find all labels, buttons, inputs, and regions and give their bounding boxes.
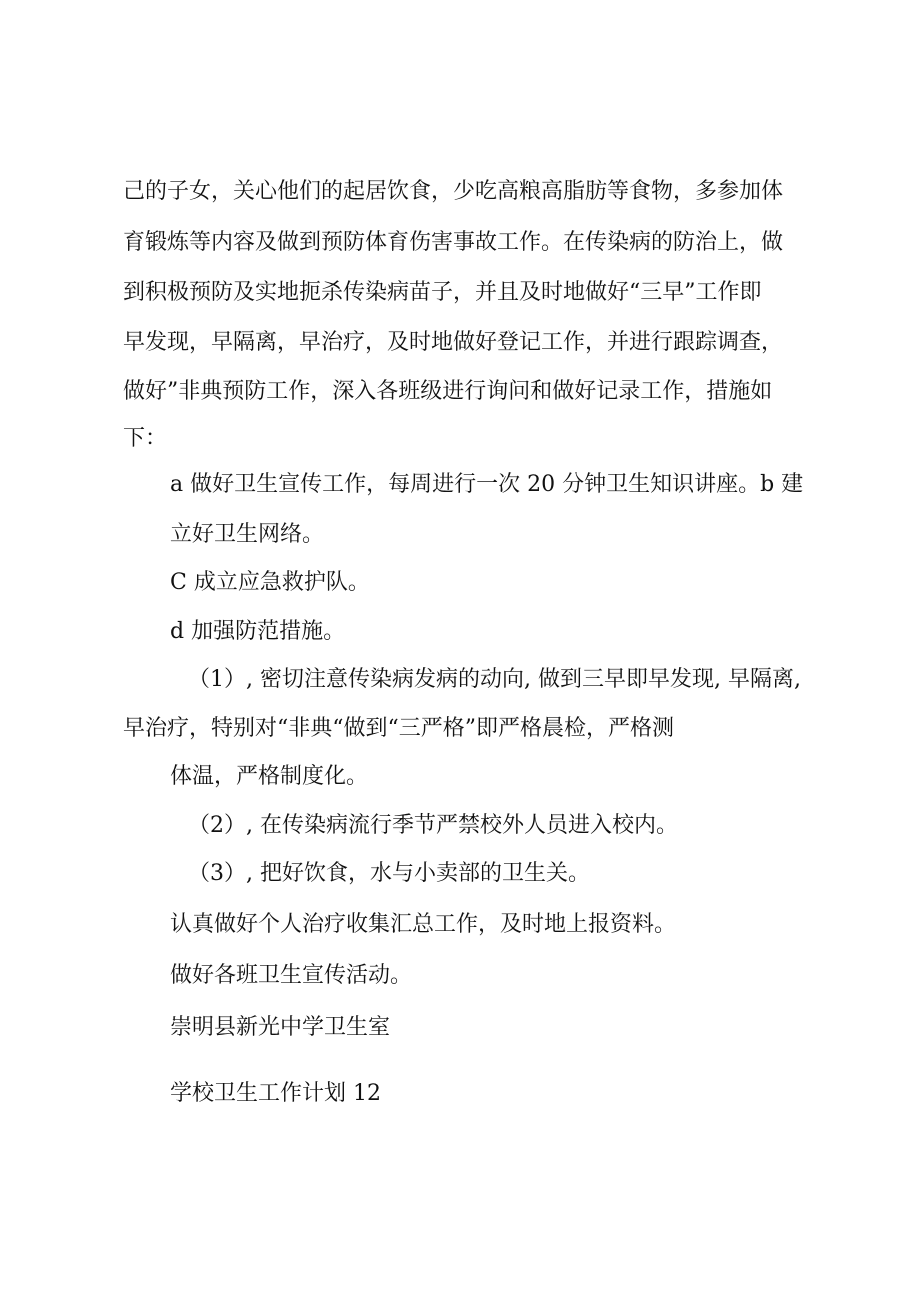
measure-item-3: （3）, 把好饮食，水与小卖部的卫生关。 [188,861,590,886]
paragraph-line: 到积极预防及实地扼杀传染病苗子，并且及时地做好“三早”工作即 [123,280,762,305]
measure-item-1-continued: 体温，严格制度化。 [170,764,369,789]
paragraph-line: 育锻炼等内容及做到预防体育伤害事故工作。在传染病的防治上，做 [123,230,784,255]
paragraph-line: 早发现，早隔离，早治疗，及时地做好登记工作，并进行跟踪调查， [123,330,784,355]
measure-item-2: （2）, 在传染病流行季节严禁校外人员进入校内。 [188,813,678,838]
list-item-a: a 做好卫生宣传工作，每周进行一次 20 分钟卫生知识讲座。b 建 [170,472,804,497]
paragraph-line: 己的子女，关心他们的起居饮食，少吃高粮高脂肪等食物，多参加体 [123,179,784,204]
paragraph-line: 认真做好个人治疗收集汇总工作，及时地上报资料。 [170,912,677,937]
paragraph-line: 做好各班卫生宣传活动。 [170,963,413,988]
paragraph-line: 下： [123,426,168,451]
measure-item-1: （1）, 密切注意传染病发病的动向, 做到三早即早发现, 早隔离, [188,667,801,692]
list-item-d: d 加强防范措施。 [170,619,346,644]
list-item-c: C 成立应急救护队。 [170,570,370,595]
paragraph-line: 做好”非典预防工作，深入各班级进行询问和做好记录工作，措施如 [123,379,773,404]
measure-item-1-continued: 早治疗，特别对“非典“做到“三严格”即严格晨检，严格测 [123,716,674,741]
list-item-a-continued: 立好卫生网络。 [170,522,325,547]
signature-line: 崇明县新光中学卫生室 [170,1015,391,1040]
section-heading: 学校卫生工作计划 12 [170,1081,381,1106]
